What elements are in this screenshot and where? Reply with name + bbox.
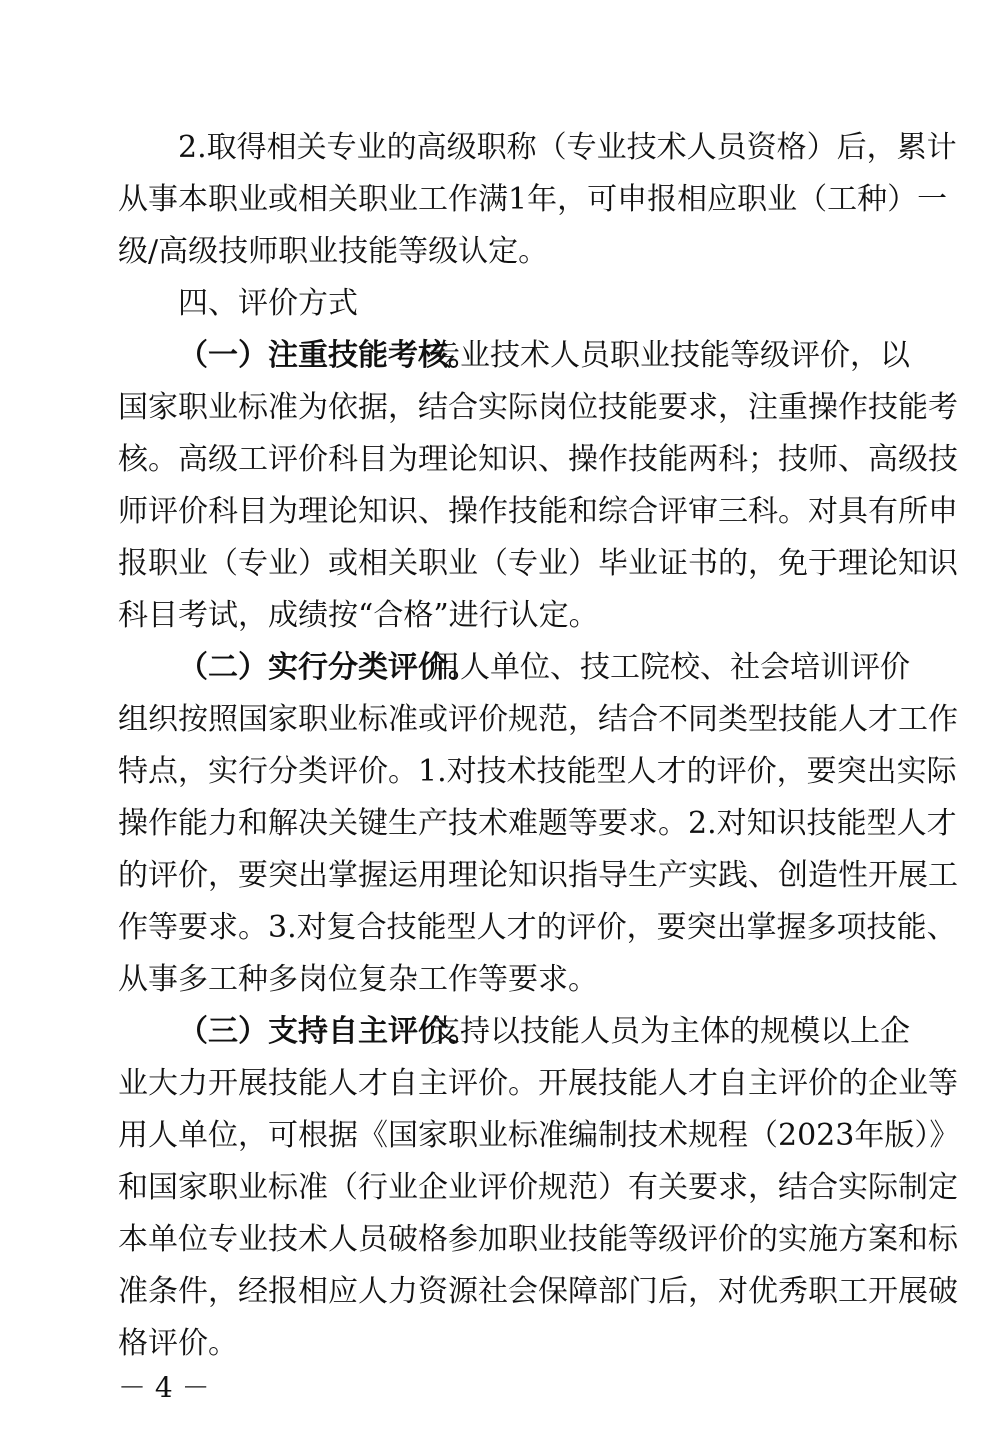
- body-text-line: [0, 1320, 1000, 1368]
- paragraph-line: 科目考试，成绩按“合格”进行认定。: [118, 598, 599, 633]
- paragraph-line: 作等要求。3.对复合技能型人才的评价，要突出掌握多项技能、: [118, 910, 957, 945]
- body-text-line: [0, 384, 1000, 432]
- body-text-line: [0, 956, 1000, 1004]
- body-text-line: [0, 1268, 1000, 1316]
- body-text-line: [0, 696, 1000, 744]
- paragraph-line: 准条件，经报相应人力资源社会保障部门后，对优秀职工开展破: [118, 1274, 958, 1309]
- paragraph-line: 组织按照国家职业标准或评价规范，结合不同类型技能人才工作: [118, 702, 958, 737]
- paragraph-line: 的评价，要突出掌握运用理论知识指导生产实践、创造性开展工: [118, 858, 958, 893]
- paragraph-line: 业大力开展技能人才自主评价。开展技能人才自主评价的企业等: [118, 1066, 958, 1101]
- paragraph-line: 操作能力和解决关键生产技术难题等要求。2.对知识技能型人才: [118, 806, 957, 841]
- body-text-line: [0, 748, 1000, 796]
- paragraph-line: 从事本职业或相关职业工作满1年，可申报相应职业（工种）一: [118, 182, 948, 217]
- paragraph-line: 支持以技能人员为主体的规模以上企: [430, 1014, 910, 1049]
- item-heading: （三）支持自主评价。: [178, 1014, 478, 1049]
- body-text-line: [0, 124, 1000, 172]
- paragraph-line: 和国家职业标准（行业企业评价规范）有关要求，结合实际制定: [118, 1170, 958, 1205]
- paragraph-line: 报职业（专业）或相关职业（专业）毕业证书的，免于理论知识: [118, 546, 958, 581]
- body-text-line: [0, 1112, 1000, 1160]
- paragraph-line: 核。高级工评价科目为理论知识、操作技能两科；技师、高级技: [118, 442, 958, 477]
- paragraph-line: 级/高级技师职业技能等级认定。: [118, 234, 549, 269]
- paragraph-line: 师评价科目为理论知识、操作技能和综合评审三科。对具有所申: [118, 494, 958, 529]
- body-text-line: [0, 332, 1000, 380]
- paragraph-line: 本单位专业技术人员破格参加职业技能等级评价的实施方案和标: [118, 1222, 958, 1257]
- body-text-line: [0, 852, 1000, 900]
- body-text-line: [0, 1216, 1000, 1264]
- body-text-line: [0, 540, 1000, 588]
- item-heading: （二）实行分类评价。: [178, 650, 478, 685]
- body-text-line: [0, 800, 1000, 848]
- body-text-line: [0, 1060, 1000, 1108]
- body-text-line: [0, 904, 1000, 952]
- body-text-line: [0, 436, 1000, 484]
- paragraph-line: 特点，实行分类评价。1.对技术技能型人才的评价，要突出实际: [118, 754, 957, 789]
- paragraph-line: 用人单位，可根据《国家职业标准编制技术规程（2023年版）》: [118, 1118, 960, 1153]
- body-text-line: [0, 176, 1000, 224]
- paragraph-line: 国家职业标准为依据，结合实际岗位技能要求，注重操作技能考: [118, 390, 958, 425]
- body-text-line: [0, 592, 1000, 640]
- paragraph-line: 2.取得相关专业的高级职称（专业技术人员资格）后，累计: [178, 130, 957, 165]
- page-number: － 4 －: [118, 1371, 210, 1404]
- paragraph-line: 从事多工种多岗位复杂工作等要求。: [118, 962, 598, 997]
- section-heading-line: [0, 280, 1000, 328]
- body-text-line: [0, 1164, 1000, 1212]
- item-heading: （一）注重技能考核。: [178, 338, 478, 373]
- body-text-line: [0, 488, 1000, 536]
- paragraph-line: 格评价。: [118, 1326, 238, 1361]
- body-text-line: [0, 1008, 1000, 1056]
- body-text-line: [0, 644, 1000, 692]
- body-text-line: [0, 228, 1000, 276]
- section-heading: 四、评价方式: [178, 286, 358, 321]
- paragraph-line: 用人单位、技工院校、社会培训评价: [430, 650, 910, 685]
- paragraph-line: 专业技术人员职业技能等级评价，以: [430, 338, 910, 373]
